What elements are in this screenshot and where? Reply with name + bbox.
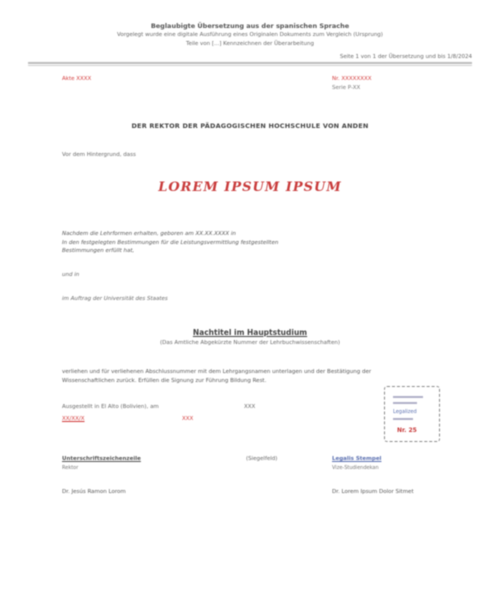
recipient-details-line-2: In den festgelegten Bestimmungen für die Leistungsvermittlung festgestellten xyxy=(62,239,279,246)
recipient-name: LOREM IPSUM IPSUM xyxy=(158,180,342,195)
header-marking-note: Teile von [...] Kennzeichnen der Überarbeitung xyxy=(186,41,314,47)
issue-date-label: XXX xyxy=(244,404,256,410)
header-title: Beglaubigte Übersetzung aus der spanischen Sprache xyxy=(150,22,350,30)
conjunction-text: und in xyxy=(62,272,80,278)
intro-text: Vor dem Hintergrund, dass xyxy=(62,152,136,158)
header-note: Vorgelegt wurde eine digitale Ausführung eines Originalen Dokuments zum Vergleich (Ursprung) xyxy=(117,32,383,38)
stamp-line xyxy=(393,396,423,398)
recipient-details-line-3: Bestimmungen erfüllt hat, xyxy=(62,248,135,254)
degree-title: Nachtitel im Hauptstudium xyxy=(192,328,308,337)
issue-year-value: XXX xyxy=(182,416,194,422)
authority-text: im Auftrag der Universität des Staates xyxy=(62,296,168,302)
issue-place-label: Ausgestellt in El Alto (Bolivien), am xyxy=(62,404,159,410)
signature-right-role: Vize-Studiendekan xyxy=(332,465,379,471)
signature-right: Legalis Stempel xyxy=(332,456,382,462)
header-divider xyxy=(28,62,472,64)
degree-subtitle: (Das Amtliche Abgekürzte Nummer der Lehrbuchwissenschaften) xyxy=(160,340,340,346)
signature-middle: (Siegelfeld) xyxy=(246,456,278,462)
header-page-reference: Seite 1 von 1 der Übersetzung und bis 1/8/2024 xyxy=(339,54,472,60)
signature-left-role: Rektor xyxy=(62,465,79,471)
stamp-number: Nr. 25 xyxy=(397,427,417,434)
signatory-name-right: Dr. Lorem Ipsum Dolor Sitmet xyxy=(332,489,414,495)
signature-left: Unterschriftszeichenzeile xyxy=(62,456,141,462)
recipient-details xyxy=(62,230,278,256)
stamp-line xyxy=(393,402,417,404)
signatory-name-left: Dr. Jesús Ramon Lorom xyxy=(62,489,126,495)
file-number: Akte XXXX xyxy=(62,76,92,82)
conferral-text xyxy=(62,368,371,386)
stamp-line xyxy=(393,418,413,420)
document-series: Serie P-XX xyxy=(332,85,361,91)
conferral-text-line-2: Wissenschaftlichen zurück. Erfüllen die Signung zur Führung Bildung Rest. xyxy=(62,378,267,384)
document-number: Nr. XXXXXXXX xyxy=(332,76,372,82)
recipient-details-line-1: Nachdem die Lehrformen erhalten, geboren am XX.XX.XXXX in xyxy=(62,231,236,237)
document-heading: DER REKTOR DER PÄDAGOGISCHEN HOCHSCHULE VON ANDEN xyxy=(131,122,369,130)
stamp-text: Legalized xyxy=(393,409,417,415)
header-divider-sub xyxy=(28,65,472,66)
issue-date-value: XX/XX/X xyxy=(62,416,85,422)
legalization-stamp xyxy=(384,386,440,442)
conferral-text-line-1: verliehen und für verliehenen Abschlussnummer mit dem Lehrgangsnamen unterlagen und der Bestätigung der xyxy=(62,369,372,375)
